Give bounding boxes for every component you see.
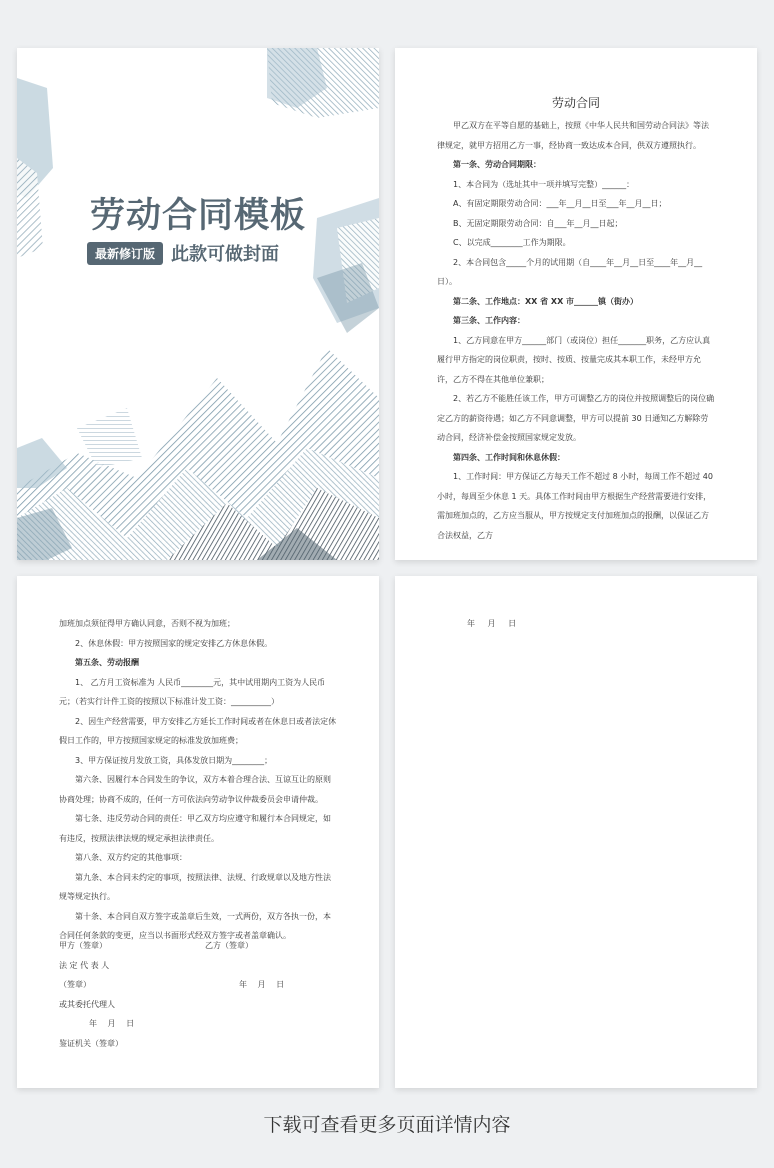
contract-paragraph: 2、若乙方不能胜任该工作，甲方可调整乙方的岗位并按照调整后的岗位确定乙方的薪资待遇；如乙方不同意调整，甲方可以提前 30 日通知乙方解除劳动合同，经济补偿金按照国家规定发放。 xyxy=(437,394,715,442)
seal-label: （签章） xyxy=(59,980,91,989)
contract-paragraph: B、无固定期限劳动合同：自___年__月__日起； xyxy=(453,218,623,228)
contract-paragraph: 第五条、劳动报酬 xyxy=(75,658,139,667)
contract-paragraph: 1、乙方同意在甲方______部门（或岗位）担任_______职务，乙方应认真履行甲方指定的岗位职责，按时、按质、按量完成其本职工作，未经甲方允许，乙方不得在其他单位兼职； xyxy=(437,335,711,384)
contract-paragraph: 第一条、劳动合同期限： xyxy=(453,160,541,169)
page4-date: 年 月 日 xyxy=(467,619,517,628)
contract-paragraph: 第三条、工作内容： xyxy=(453,316,525,325)
contract-paragraph: A、有固定期限劳动合同：___年__月__日至___年__月__日； xyxy=(453,199,667,208)
cover-title: 劳动合同模板 xyxy=(89,196,306,236)
contract-paragraph: 1、本合同为（选址其中一项并填写完整）______： xyxy=(453,179,635,189)
party-b-sign: 乙方（签章） xyxy=(205,941,253,950)
footer-caption: 下载可查看更多页面详情内容 xyxy=(263,1114,511,1136)
notary-label: 鉴证机关（签章） xyxy=(59,1038,123,1048)
contract-paragraph: 第二条、工作地点：XX 省 XX 市______镇（街办） xyxy=(453,296,639,306)
signature-block xyxy=(59,936,337,1053)
contract-paragraph: 第九条、本合同未约定的事项，按照法律、法规、行政规章以及地方性法规等规定执行。 xyxy=(59,872,331,901)
legal-rep: 法 定 代 表 人 xyxy=(59,960,110,970)
sign-date-left: 年 月 日 xyxy=(89,1019,135,1028)
contract-page-2 xyxy=(17,576,379,1088)
contract-body xyxy=(59,614,337,946)
contract-paragraph: 第四条、工作时间和休息休假： xyxy=(453,452,565,462)
cover-subtitle-row xyxy=(87,240,279,266)
cover-page xyxy=(17,48,379,560)
contract-paragraph: 甲乙双方在平等自愿的基础上，按照《中华人民共和国劳动合同法》等法律规定，就甲方招用乙方一事，经协商一致达成本合同，供双方遵照执行。 xyxy=(437,121,709,150)
contract-paragraph: 1、 乙方月工资标准为 人民币________元，其中试用期内工资为人民币元；（若实行计件工资的按照以下标准计发工资：__________） xyxy=(59,677,326,706)
contract-paragraph: 2、休息休假：甲方按照国家的规定安排乙方休息休假。 xyxy=(75,638,273,648)
contract-paragraph: 加班加点须征得甲方确认同意，否则不视为加班； xyxy=(59,619,235,628)
sign-date-right: 年 月 日 xyxy=(239,980,285,989)
cover-subtitle: 此款可做封面 xyxy=(171,244,280,265)
contract-paragraph: 第六条、因履行本合同发生的争议，双方本着合理合法、互谅互让的原则协商处理；协商不成的，任何一方可依法向劳动争议仲裁委员会申请仲裁。 xyxy=(59,775,331,804)
contract-page-3 xyxy=(395,576,757,1088)
cover-geometric-art xyxy=(17,48,379,560)
party-a-sign: 甲方（签章） xyxy=(59,941,107,950)
document-title: 劳动合同 xyxy=(551,96,600,110)
contract-page-1 xyxy=(395,48,757,560)
contract-paragraph: 第八条、双方约定的其他事项： xyxy=(75,853,187,862)
contract-body xyxy=(437,116,715,545)
contract-paragraph: 2、因生产经营需要，甲方安排乙方延长工作时间或者在休息日或者法定休假日工作的，甲方按照国家规定的标准发放加班费； xyxy=(59,716,337,745)
contract-paragraph: 第十条、本合同自双方签字或盖章后生效，一式两份，双方各执一份，本合同任何条款的变更，应当以书面形式经双方签字或者盖章确认。 xyxy=(59,911,331,940)
contract-paragraph: 3、甲方保证按月发放工资，具体发放日期为________； xyxy=(75,755,273,765)
contract-paragraph: 第七条、违反劳动合同的责任：甲乙双方均应遵守和履行本合同规定，如有违反，按照法律法规的规定承担法律责任。 xyxy=(59,814,331,843)
revision-badge: 最新修订版 xyxy=(87,242,163,265)
contract-paragraph: 2、本合同包含_____个月的试用期（自____年__月__日至____年__月__日）。 xyxy=(437,257,703,286)
agent-label: 或其委托代理人 xyxy=(59,999,115,1009)
contract-paragraph: C、以完成________工作为期限。 xyxy=(453,238,571,247)
contract-paragraph: 1、工作时间：甲方保证乙方每天工作不超过 8 小时，每周工作不超过 40 小时，每周至少休息 1 天。具体工作时间由甲方根据生产经营需要进行安排，需加班加点的，乙方应当服从，甲方按规定支付加班加点的报酬，以保证乙方合法权益，乙方 xyxy=(437,472,713,540)
